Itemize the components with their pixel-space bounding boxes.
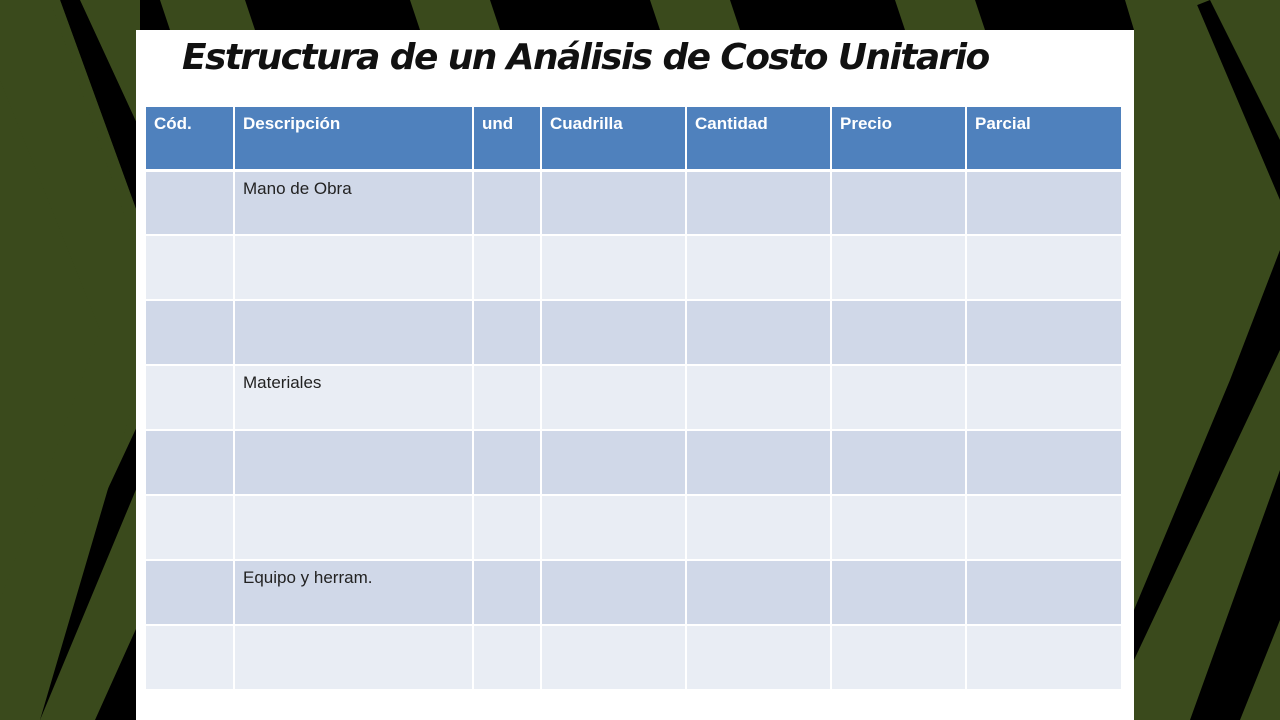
table-row <box>146 625 1121 690</box>
cell-und <box>473 170 541 235</box>
cell-cuadrilla <box>541 170 686 235</box>
cell-descripcion: Equipo y herram. <box>234 560 473 625</box>
table-row <box>146 430 1121 495</box>
cell-cod <box>146 560 234 625</box>
cell-descripcion <box>234 300 473 365</box>
table-row <box>146 300 1121 365</box>
table-row <box>146 235 1121 300</box>
cell-cod <box>146 430 234 495</box>
cell-precio <box>831 235 966 300</box>
cell-descripcion <box>234 235 473 300</box>
table-header-row <box>146 107 1121 170</box>
cell-cantidad <box>686 560 831 625</box>
cell-precio <box>831 560 966 625</box>
cell-precio <box>831 300 966 365</box>
cell-und <box>473 235 541 300</box>
cell-precio <box>831 170 966 235</box>
cell-cod <box>146 365 234 430</box>
cell-cantidad <box>686 170 831 235</box>
cell-cuadrilla <box>541 300 686 365</box>
cell-cod <box>146 170 234 235</box>
cell-und <box>473 560 541 625</box>
cell-precio <box>831 625 966 690</box>
header-precio: Precio <box>831 107 966 170</box>
table-row <box>146 365 1121 430</box>
cell-descripcion: Mano de Obra <box>234 170 473 235</box>
cell-parcial <box>966 365 1121 430</box>
table-row <box>146 560 1121 625</box>
cell-cuadrilla <box>541 365 686 430</box>
cell-cuadrilla <box>541 235 686 300</box>
table-row <box>146 170 1121 235</box>
cell-und <box>473 495 541 560</box>
header-und: und <box>473 107 541 170</box>
cell-descripcion: Materiales <box>234 365 473 430</box>
cell-precio <box>831 495 966 560</box>
cell-cod <box>146 495 234 560</box>
cell-cantidad <box>686 365 831 430</box>
cell-parcial <box>966 300 1121 365</box>
cell-cuadrilla <box>541 495 686 560</box>
cell-parcial <box>966 170 1121 235</box>
cell-precio <box>831 365 966 430</box>
cell-cod <box>146 235 234 300</box>
cell-cod <box>146 300 234 365</box>
cell-parcial <box>966 430 1121 495</box>
cell-cantidad <box>686 300 831 365</box>
header-parcial: Parcial <box>966 107 1121 170</box>
slide-canvas <box>136 30 1134 720</box>
header-cantidad: Cantidad <box>686 107 831 170</box>
cell-descripcion <box>234 625 473 690</box>
cell-cantidad <box>686 495 831 560</box>
header-cod: Cód. <box>146 107 234 170</box>
table-body <box>146 170 1121 690</box>
cell-parcial <box>966 625 1121 690</box>
cell-precio <box>831 430 966 495</box>
unit-cost-table <box>146 107 1121 691</box>
cell-und <box>473 365 541 430</box>
cell-cuadrilla <box>541 560 686 625</box>
cell-parcial <box>966 560 1121 625</box>
cell-cuadrilla <box>541 430 686 495</box>
cell-cuadrilla <box>541 625 686 690</box>
slide-title: Estructura de un Análisis de Costo Unitario <box>182 37 989 78</box>
cell-parcial <box>966 235 1121 300</box>
cell-cantidad <box>686 235 831 300</box>
table-row <box>146 495 1121 560</box>
cell-cod <box>146 625 234 690</box>
cell-cantidad <box>686 625 831 690</box>
header-descripcion: Descripción <box>234 107 473 170</box>
cell-parcial <box>966 495 1121 560</box>
cell-und <box>473 300 541 365</box>
cell-descripcion <box>234 495 473 560</box>
cell-cantidad <box>686 430 831 495</box>
cell-descripcion <box>234 430 473 495</box>
cell-und <box>473 430 541 495</box>
header-cuadrilla: Cuadrilla <box>541 107 686 170</box>
cell-und <box>473 625 541 690</box>
